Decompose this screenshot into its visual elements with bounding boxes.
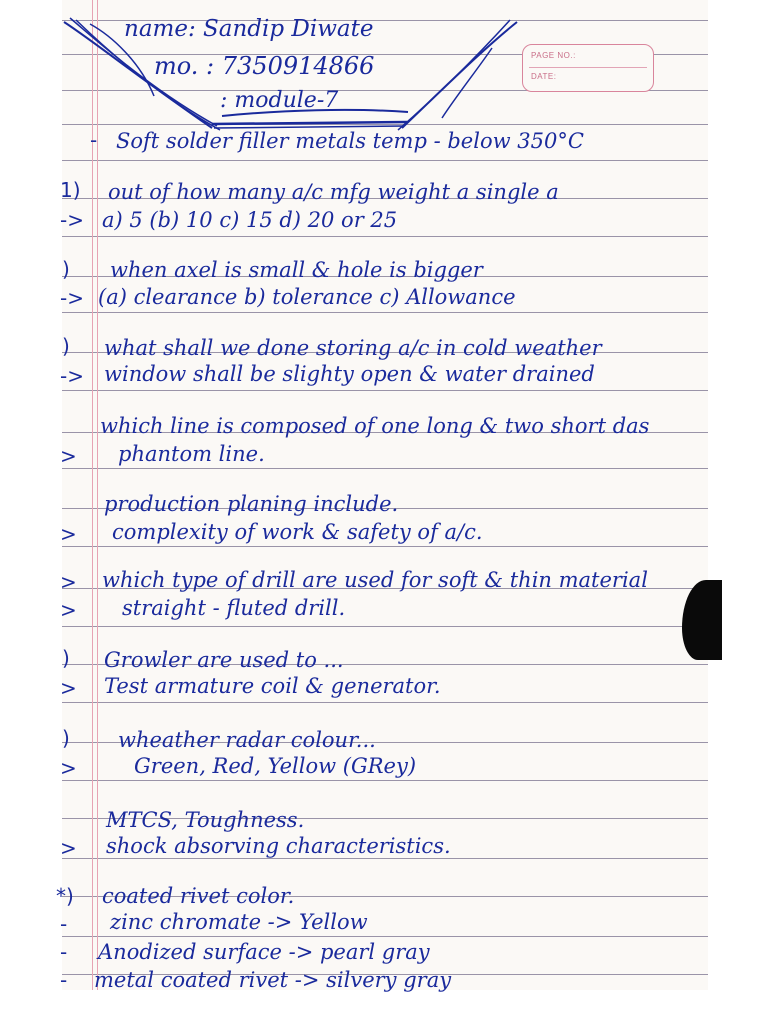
notebook-page [56,0,708,992]
line-marker: ) [62,726,70,750]
note-line: zinc chromate -> Yellow [110,910,368,934]
note-line: (a) clearance b) tolerance c) Allowance [98,285,516,309]
ruled-line [62,780,708,781]
ruled-line [62,468,708,469]
note-line: which type of drill are used for soft & thin material [102,568,648,592]
note-line: coated rivet color. [102,884,295,908]
note-line: a) 5 (b) 10 c) 15 d) 20 or 25 [102,208,398,232]
note-line: Anodized surface -> pearl gray [98,940,430,964]
ruled-line [62,236,708,237]
line-marker: -> [60,286,84,310]
note-line: wheather radar colour... [118,728,376,752]
line-marker: - [60,912,68,936]
page-no-label: PAGE NO.: [531,51,576,60]
header-module: : module-7 [220,88,339,113]
line-marker: *) [56,884,74,908]
line-marker: 1) [60,178,81,202]
note-line: metal coated rivet -> silvery gray [94,968,452,992]
line-marker: - [60,968,68,992]
note-line: production planing include. [104,492,399,516]
note-line: out of how many a/c mfg weight a single a [108,180,559,204]
line-marker: ) [62,334,70,358]
note-line: shock absorving characteristics. [106,834,451,858]
line-marker: > [60,444,77,468]
line-marker: - [60,940,68,964]
line-marker: > [60,836,77,860]
ruled-line [62,160,708,161]
line-marker: > [60,756,77,780]
note-line: Green, Red, Yellow (GRey) [134,754,417,778]
note-line: complexity of work & safety of a/c. [112,520,483,544]
page-date-box [522,44,654,92]
note-line: Soft solder filler metals temp - below 350°C [116,129,584,153]
note-line: Growler are used to ... [104,648,344,672]
note-line: window shall be slighty open & water drained [104,362,595,386]
line-marker: ) [62,646,70,670]
note-line: straight - fluted drill. [122,596,346,620]
header-mobile: mo. : 7350914866 [154,52,375,80]
line-marker: ) [62,257,70,281]
ruled-line [62,546,708,547]
note-line: phantom line. [118,442,265,466]
line-marker: > [60,676,77,700]
line-marker: -> [60,364,84,388]
ruled-line [62,702,708,703]
note-line: when axel is small & hole is bigger [110,258,483,282]
ruled-line [62,936,708,937]
line-marker: - [90,128,98,152]
note-line: which line is composed of one long & two short das [100,414,650,438]
line-marker: > [60,522,77,546]
note-line: Test armature coil & generator. [104,674,441,698]
line-marker: -> [60,208,84,232]
date-label: DATE: [531,72,557,81]
line-marker: > [60,570,77,594]
header-name: name: Sandip Diwate [124,16,374,42]
ruled-line [62,390,708,391]
line-marker: > [60,598,77,622]
ruled-line [62,858,708,859]
note-line: what shall we done storing a/c in cold weather [104,336,602,360]
ruled-line [62,312,708,313]
ruled-line [62,626,708,627]
shadow-blot [682,580,722,660]
note-line: MTCS, Toughness. [106,808,305,832]
